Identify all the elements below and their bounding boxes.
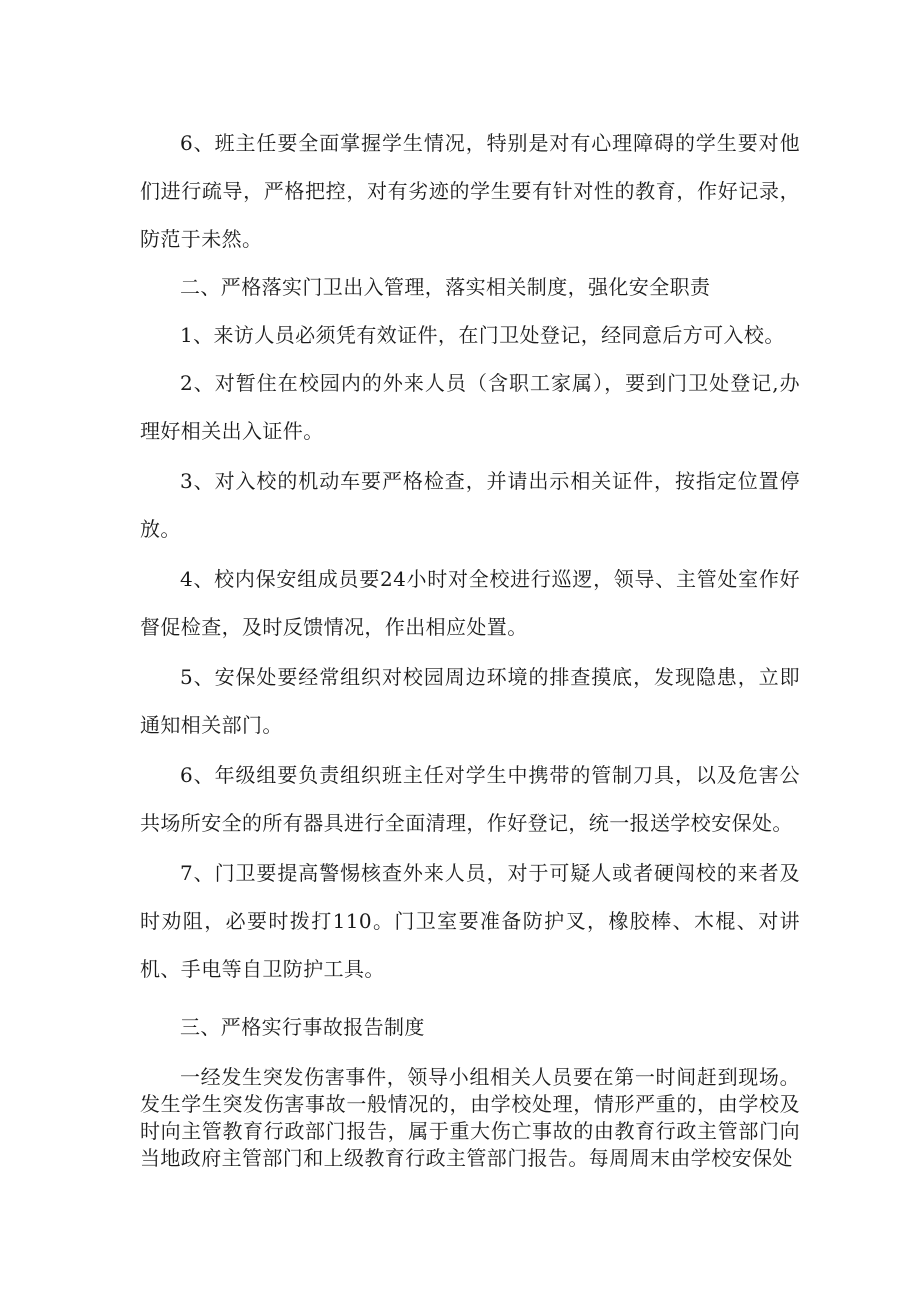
paragraph-class-teacher: 6、班主任要全面掌握学生情况，特别是对有心理障碍的学生要对他们进行疏导，严格把控，对有劣迹的学生要有针对性的教育，作好记录，防范于未然。 <box>140 131 800 251</box>
section-heading-accident-reporting: 三、严格实行事故报告制度 <box>180 1015 425 1039</box>
paragraph-gate-guards: 7、门卫要提高警惕核查外来人员，对于可疑人或者硬闯校的来者及时劝阻，必要时拨打110。门卫室要准备防护叉，橡胶棒、木棍、对讲机、手电等自卫防护工具。 <box>140 861 800 981</box>
paragraph-patrol: 4、校内保安组成员要24小时对全校进行巡逻，领导、主管处室作好督促检查，及时反馈情况，作出相应处置。 <box>140 567 800 639</box>
paragraph-visitors: 1、来访人员必须凭有效证件，在门卫处登记，经同意后方可入校。 <box>180 323 785 347</box>
paragraph-vehicles: 3、对入校的机动车要严格检查，并请出示相关证件，按指定位置停放。 <box>140 469 800 541</box>
section-heading-gate-management: 二、严格落实门卫出入管理，落实相关制度，强化安全职责 <box>180 275 711 299</box>
paragraph-temporary-residents: 2、对暂住在校园内的外来人员（含职工家属），要到门卫处登记,办理好相关出入证件。 <box>140 371 800 443</box>
paragraph-accident-reporting: 一经发生突发伤害事件，领导小组相关人员要在第一时间赶到现场。发生学生突发伤害事故一般情况的，由学校处理，情形严重的，由学校及时向主管教育行政部门报告，属于重大伤亡事故的由教育行政主管部门向当地政府主管部门和上级教育行政主管部门报告。每周周末由学校安保处 <box>140 1065 800 1170</box>
paragraph-surroundings: 5、安保处要经常组织对校园周边环境的排查摸底，发现隐患，立即通知相关部门。 <box>140 665 800 737</box>
paragraph-controlled-knives: 6、年级组要负责组织班主任对学生中携带的管制刀具，以及危害公共场所安全的所有器具进行全面清理，作好登记，统一报送学校安保处。 <box>140 763 800 835</box>
